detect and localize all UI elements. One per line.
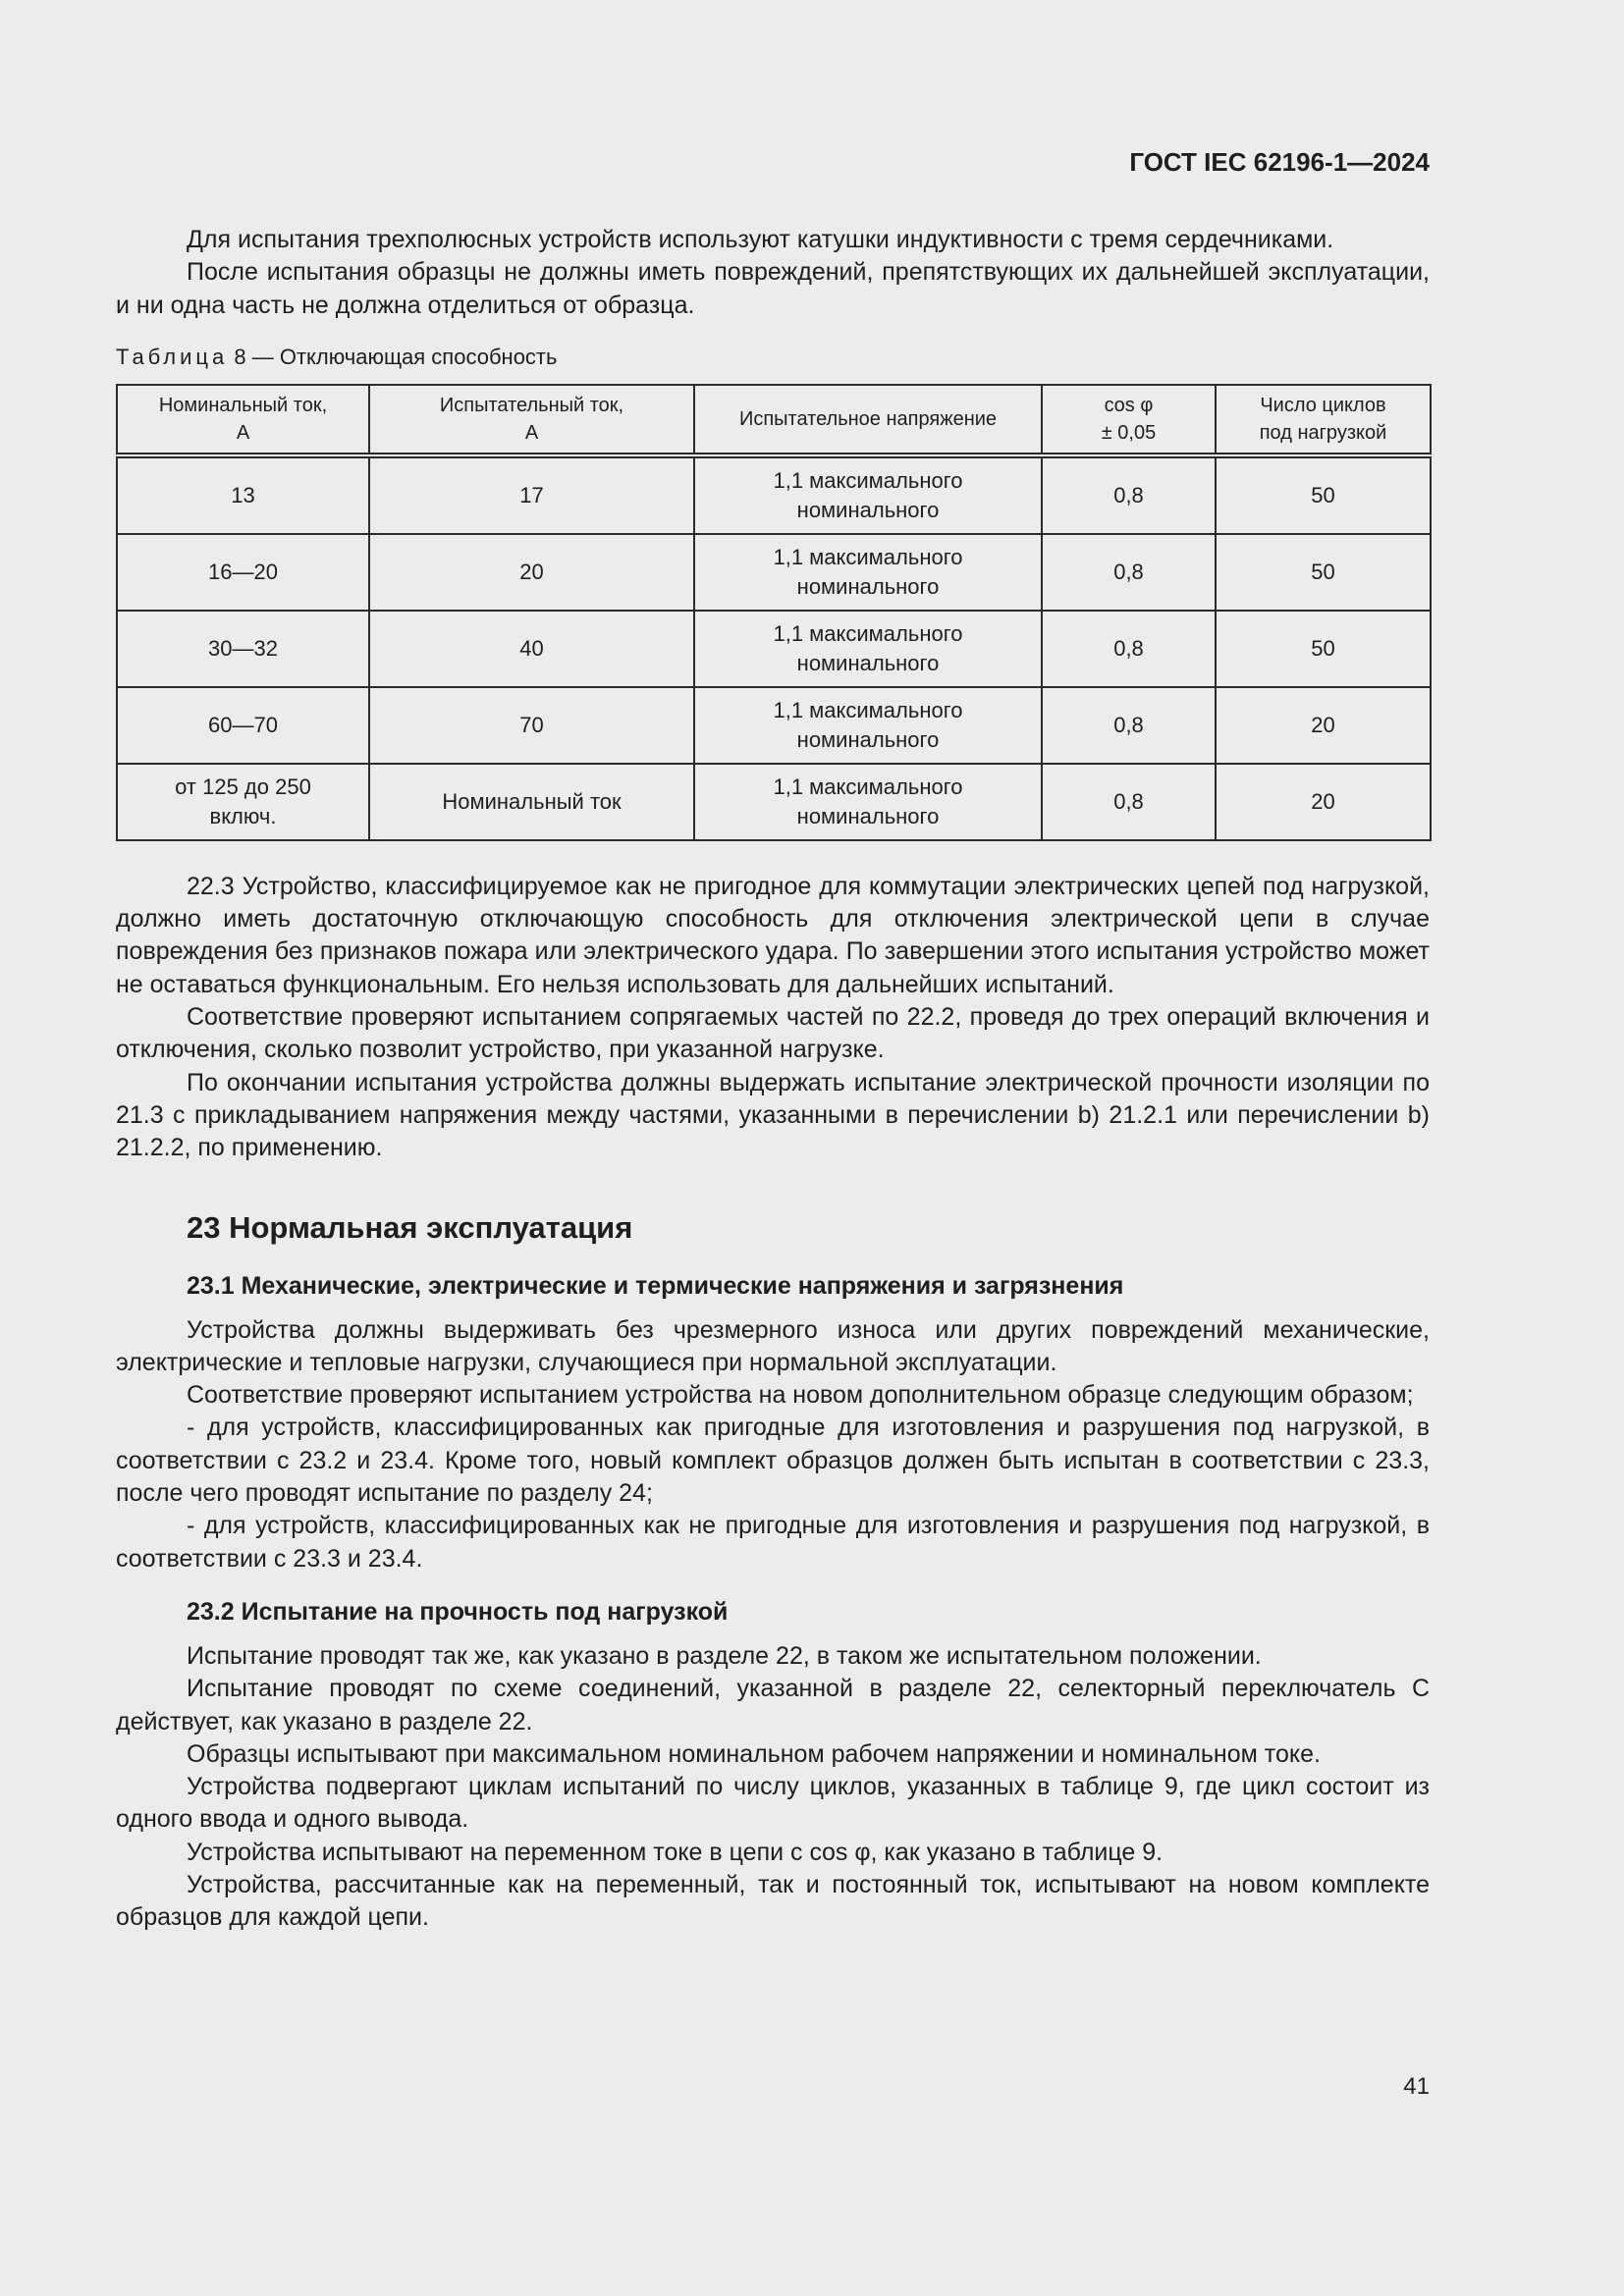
paragraph: Устройства подвергают циклам испытаний по числу циклов, указанных в таблице 9, где цикл состоит из одного ввода и одного вывода. [116,1773,1430,1834]
table-cell: 16—20 [117,534,369,611]
paragraph: Для испытания трехполюсных устройств используют катушки индуктивности с тремя сердечниками. [187,226,1334,253]
table-cell: 17 [369,455,694,534]
table-cell: 1,1 максимального номинального [694,455,1042,534]
table-row [117,687,1431,764]
paragraph: Устройства испытывают на переменном токе в цепи с cos φ, как указано в таблице 9. [187,1838,1164,1866]
header-cell: Номинальный ток, А [117,385,369,455]
table-cell: 20 [1216,687,1431,764]
table-cell: 30—32 [117,611,369,687]
table-caption-title: 8 — Отключающая способность [228,344,558,369]
list-item: - для устройств, классифицированных как не пригодные для изготовления и разрушения под нагрузкой, в соответствии с 23.3 и 23.4. [116,1512,1430,1573]
table-caption-label: Таблица [116,344,229,369]
table-row [117,764,1431,840]
paragraph: Испытание проводят так же, как указано в разделе 22, в таком же испытательном положении. [187,1641,1262,1670]
table-row [117,455,1431,534]
table-cell: 1,1 максимального номинального [694,764,1042,840]
paragraph: Испытание проводят по схеме соединений, указанной в разделе 22, селекторный переключатель С действует, как указано в разделе 22. [116,1675,1430,1735]
table-cell: 70 [369,687,694,764]
table-header-row [117,385,1431,455]
paragraph: После испытания образцы не должны иметь повреждений, препятствующих их дальнейшей эксплуатации, и ни одна часть не должна отделиться от образца. [116,258,1430,319]
table-cell: Номинальный ток [369,764,694,840]
table-cell: 0,8 [1042,764,1216,840]
table-cell: 50 [1216,455,1431,534]
table-row [117,534,1431,611]
section-heading: 23 Нормальная эксплуатация [187,1209,633,1245]
subsection-heading: 23.1 Механические, электрические и термические напряжения и загрязнения [187,1271,1124,1300]
table-cell: от 125 до 250 включ. [117,764,369,840]
table-cell: 40 [369,611,694,687]
list-item: - для устройств, классифицированных как пригодные для изготовления и разрушения под нагрузкой, в соответствии с 23.2 и 23.4. Кроме того, новый комплект образцов должен быть испытан в соответствии с 23.3, после чего проводят испытание по разделу 24; [116,1414,1430,1508]
table-cell: 60—70 [117,687,369,764]
paragraph: Устройства должны выдерживать без чрезмерного износа или других повреждений механические, электрические и тепловые нагрузки, случающиеся при нормальной эксплуатации. [116,1315,1430,1376]
paragraph: Соответствие проверяют испытанием устройства на новом дополнительном образце следующим образом; [187,1381,1414,1410]
table-row [117,611,1431,687]
paragraph: Устройства, рассчитанные как на переменный, так и постоянный ток, испытывают на новом комплекте образцов для каждой цепи. [116,1871,1430,1932]
table-cell: 13 [117,455,369,534]
table-cell: 0,8 [1042,687,1216,764]
table-cell: 20 [1216,764,1431,840]
header-cell: cos φ ± 0,05 [1042,385,1216,455]
table-cell: 0,8 [1042,534,1216,611]
table-cell: 20 [369,534,694,611]
table-cell: 0,8 [1042,455,1216,534]
table-cell: 50 [1216,534,1431,611]
paragraph: Образцы испытывают при максимальном номинальном рабочем напряжении и номинальном токе. [187,1739,1321,1768]
document-code-header: ГОСТ IEC 62196-1—2024 [1129,147,1430,177]
header-cell: Испытательное напряжение [694,385,1042,455]
table-cell: 50 [1216,611,1431,687]
paragraph: 22.3 Устройство, классифицируемое как не пригодное для коммутации электрических цепей под нагрузкой, должно иметь достаточную отключающую способность для отключения электрической цепи в случае повреждения без признаков пожара или электрического удара. По завершении этого испытания устройство может не оставаться функциональным. Его нельзя использовать для дальнейших испытаний. [116,872,1430,998]
paragraph: По окончании испытания устройства должны выдержать испытание электрической прочности изоляции по 21.3 с прикладыванием напряжения между частями, указанными в перечислении b) 21.2.1 или перечислении b) 21.2.2, по применению. [116,1068,1430,1162]
header-cell: Число циклов под нагрузкой [1216,385,1431,455]
header-cell: Испытательный ток, А [369,385,694,455]
table-cell: 1,1 максимального номинального [694,611,1042,687]
table-cell: 0,8 [1042,611,1216,687]
subsection-heading: 23.2 Испытание на прочность под нагрузкой [187,1597,729,1626]
table-cell: 1,1 максимального номинального [694,534,1042,611]
page-number: 41 [1403,2073,1430,2100]
paragraph: Соответствие проверяют испытанием сопрягаемых частей по 22.2, проведя до трех операций включения и отключения, сколько позволит устройство, при указанной нагрузке. [116,1003,1430,1064]
page-content [116,224,1430,1935]
table-caption [116,343,1430,372]
breaking-capacity-table [116,384,1432,841]
table-cell: 1,1 максимального номинального [694,687,1042,764]
